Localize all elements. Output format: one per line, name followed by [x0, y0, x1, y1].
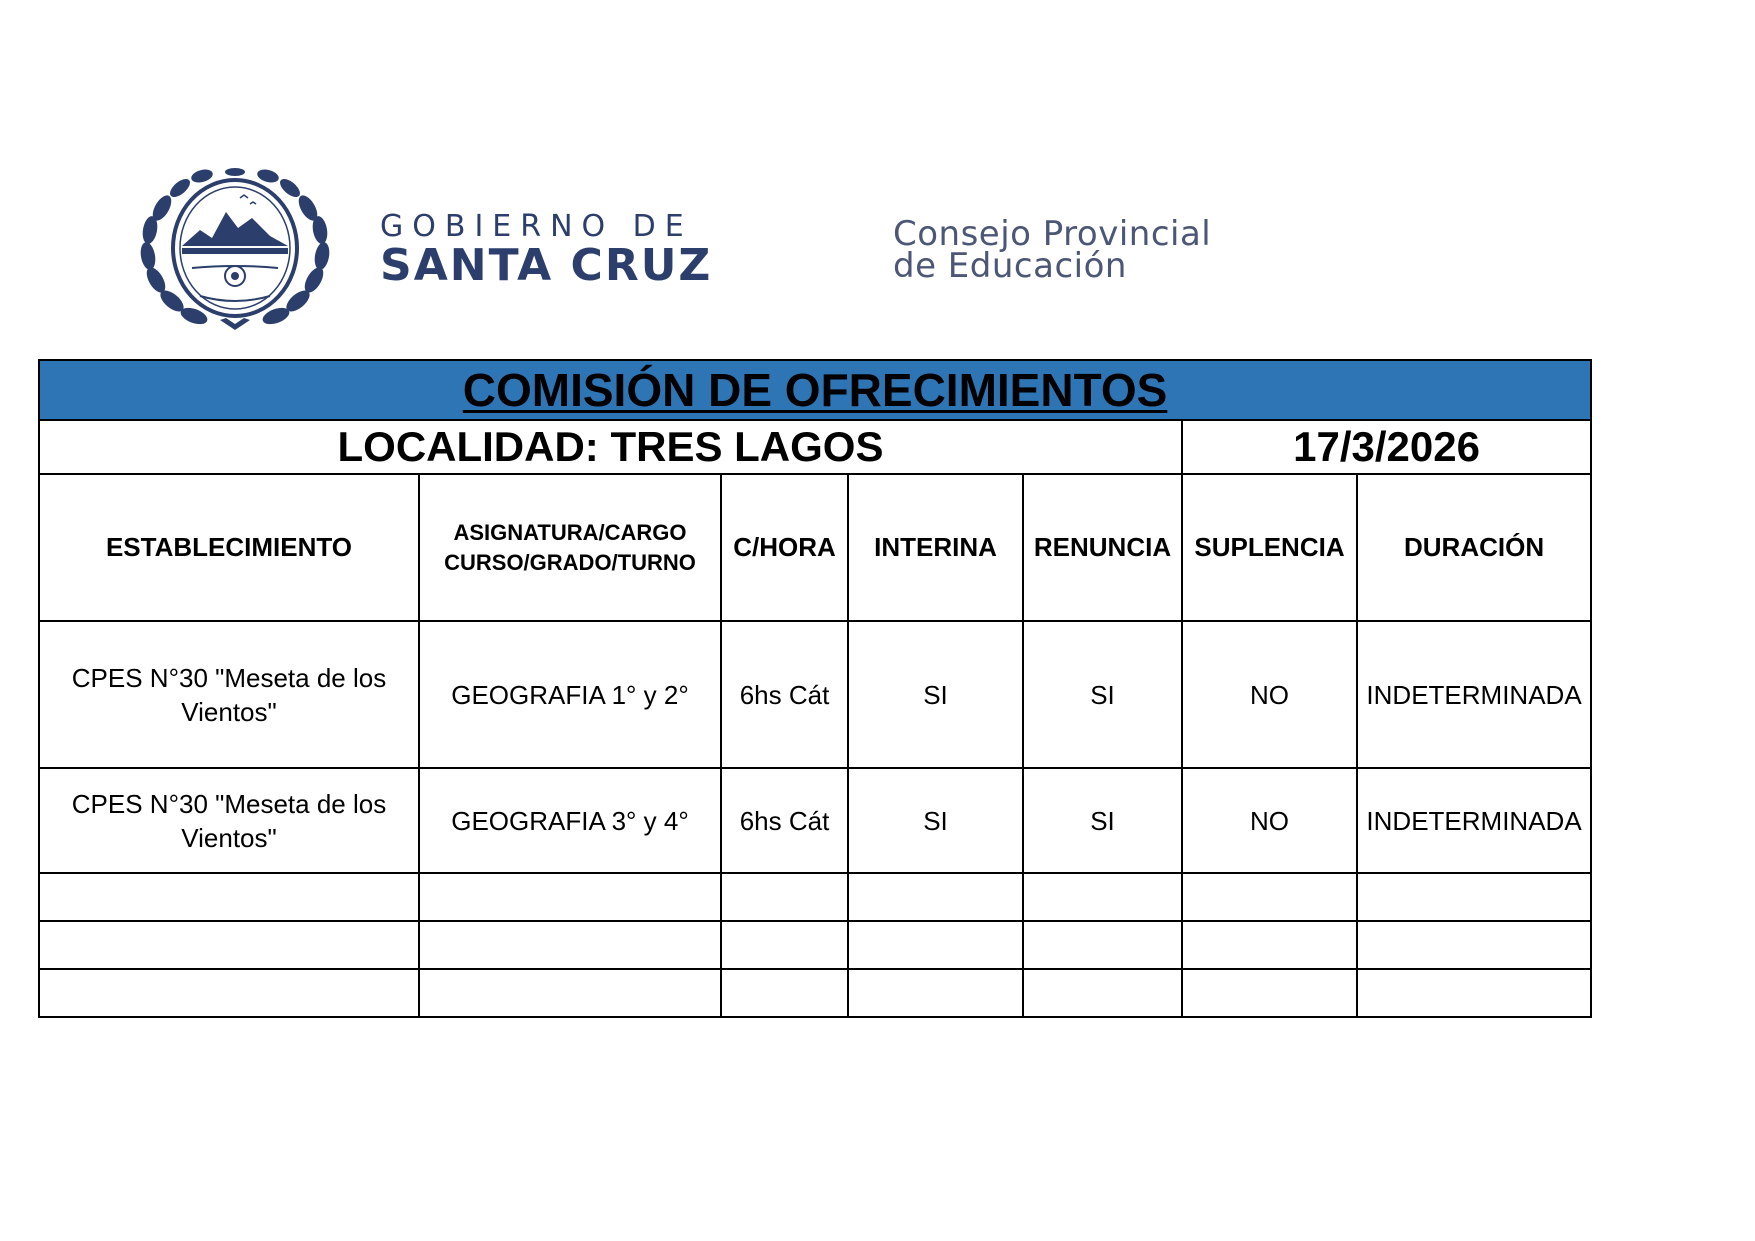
localidad-label: LOCALIDAD: TRES LAGOS: [39, 420, 1182, 474]
table-row: [39, 768, 1591, 873]
col-header-duracion: DURACIÓN: [1357, 474, 1591, 621]
coat-of-arms-emblem: [140, 168, 330, 334]
col-header-renuncia: RENUNCIA: [1023, 474, 1182, 621]
consejo-logo: [893, 214, 1212, 286]
col-header-asignatura: [419, 474, 721, 621]
cell-asignatura: GEOGRAFIA 3° y 4°: [419, 768, 721, 873]
col-header-asignatura-line-1: ASIGNATURA/CARGO: [453, 519, 687, 545]
cell-renuncia: SI: [1023, 621, 1182, 768]
empty-cell: [419, 873, 721, 921]
establecimiento-line-1: CPES N°30 "Meseta de los: [71, 788, 387, 819]
empty-table-row: [39, 921, 1591, 969]
empty-cell: [1182, 921, 1357, 969]
empty-cell: [1182, 873, 1357, 921]
empty-cell: [1023, 969, 1182, 1017]
cell-renuncia: SI: [1023, 768, 1182, 873]
establecimiento-line-2: Vientos": [181, 822, 277, 853]
empty-cell: [39, 921, 419, 969]
table-row: [39, 621, 1591, 768]
empty-cell: [1023, 921, 1182, 969]
empty-cell: [419, 921, 721, 969]
empty-cell: [1357, 969, 1591, 1017]
cell-suplencia: NO: [1182, 768, 1357, 873]
empty-table-row: [39, 873, 1591, 921]
column-header-row: [39, 474, 1591, 621]
localidad-row: [39, 420, 1591, 474]
cell-asignatura: GEOGRAFIA 1° y 2°: [419, 621, 721, 768]
empty-cell: [721, 921, 848, 969]
empty-cell: [419, 969, 721, 1017]
cell-duracion: INDETERMINADA: [1357, 621, 1591, 768]
establecimiento-line-2: Vientos": [181, 696, 277, 727]
cell-establecimiento: [39, 621, 419, 768]
consejo-line-1: Consejo Provincial: [893, 214, 1212, 254]
empty-cell: [1357, 873, 1591, 921]
empty-cell: [721, 873, 848, 921]
title-row: [39, 360, 1591, 420]
col-header-chora: C/HORA: [721, 474, 848, 621]
empty-cell: [1182, 969, 1357, 1017]
cell-establecimiento: [39, 768, 419, 873]
col-header-establecimiento: ESTABLECIMIENTO: [39, 474, 419, 621]
empty-cell: [848, 969, 1023, 1017]
empty-cell: [848, 873, 1023, 921]
table-title: COMISIÓN DE OFRECIMIENTOS: [39, 360, 1591, 420]
empty-cell: [1357, 921, 1591, 969]
ofrecimientos-table: [38, 359, 1592, 1018]
gobierno-line-2: SANTA CRUZ: [380, 240, 713, 291]
col-header-interina: INTERINA: [848, 474, 1023, 621]
establecimiento-line-1: CPES N°30 "Meseta de los: [71, 662, 387, 693]
empty-cell: [848, 921, 1023, 969]
cell-chora: 6hs Cát: [721, 768, 848, 873]
gobierno-line-1: GOBIERNO DE: [380, 209, 693, 244]
cell-chora: 6hs Cát: [721, 621, 848, 768]
fecha-label: 17/3/2026: [1182, 420, 1591, 474]
cell-duracion: INDETERMINADA: [1357, 768, 1591, 873]
empty-table-row: [39, 969, 1591, 1017]
cell-suplencia: NO: [1182, 621, 1357, 768]
consejo-line-2: de Educación: [893, 246, 1127, 286]
cell-interina: SI: [848, 621, 1023, 768]
col-header-suplencia: SUPLENCIA: [1182, 474, 1357, 621]
empty-cell: [39, 873, 419, 921]
col-header-asignatura-line-2: CURSO/GRADO/TURNO: [444, 549, 696, 575]
empty-cell: [1023, 873, 1182, 921]
cell-interina: SI: [848, 768, 1023, 873]
gobierno-logo: [380, 209, 713, 291]
empty-cell: [39, 969, 419, 1017]
empty-cell: [721, 969, 848, 1017]
